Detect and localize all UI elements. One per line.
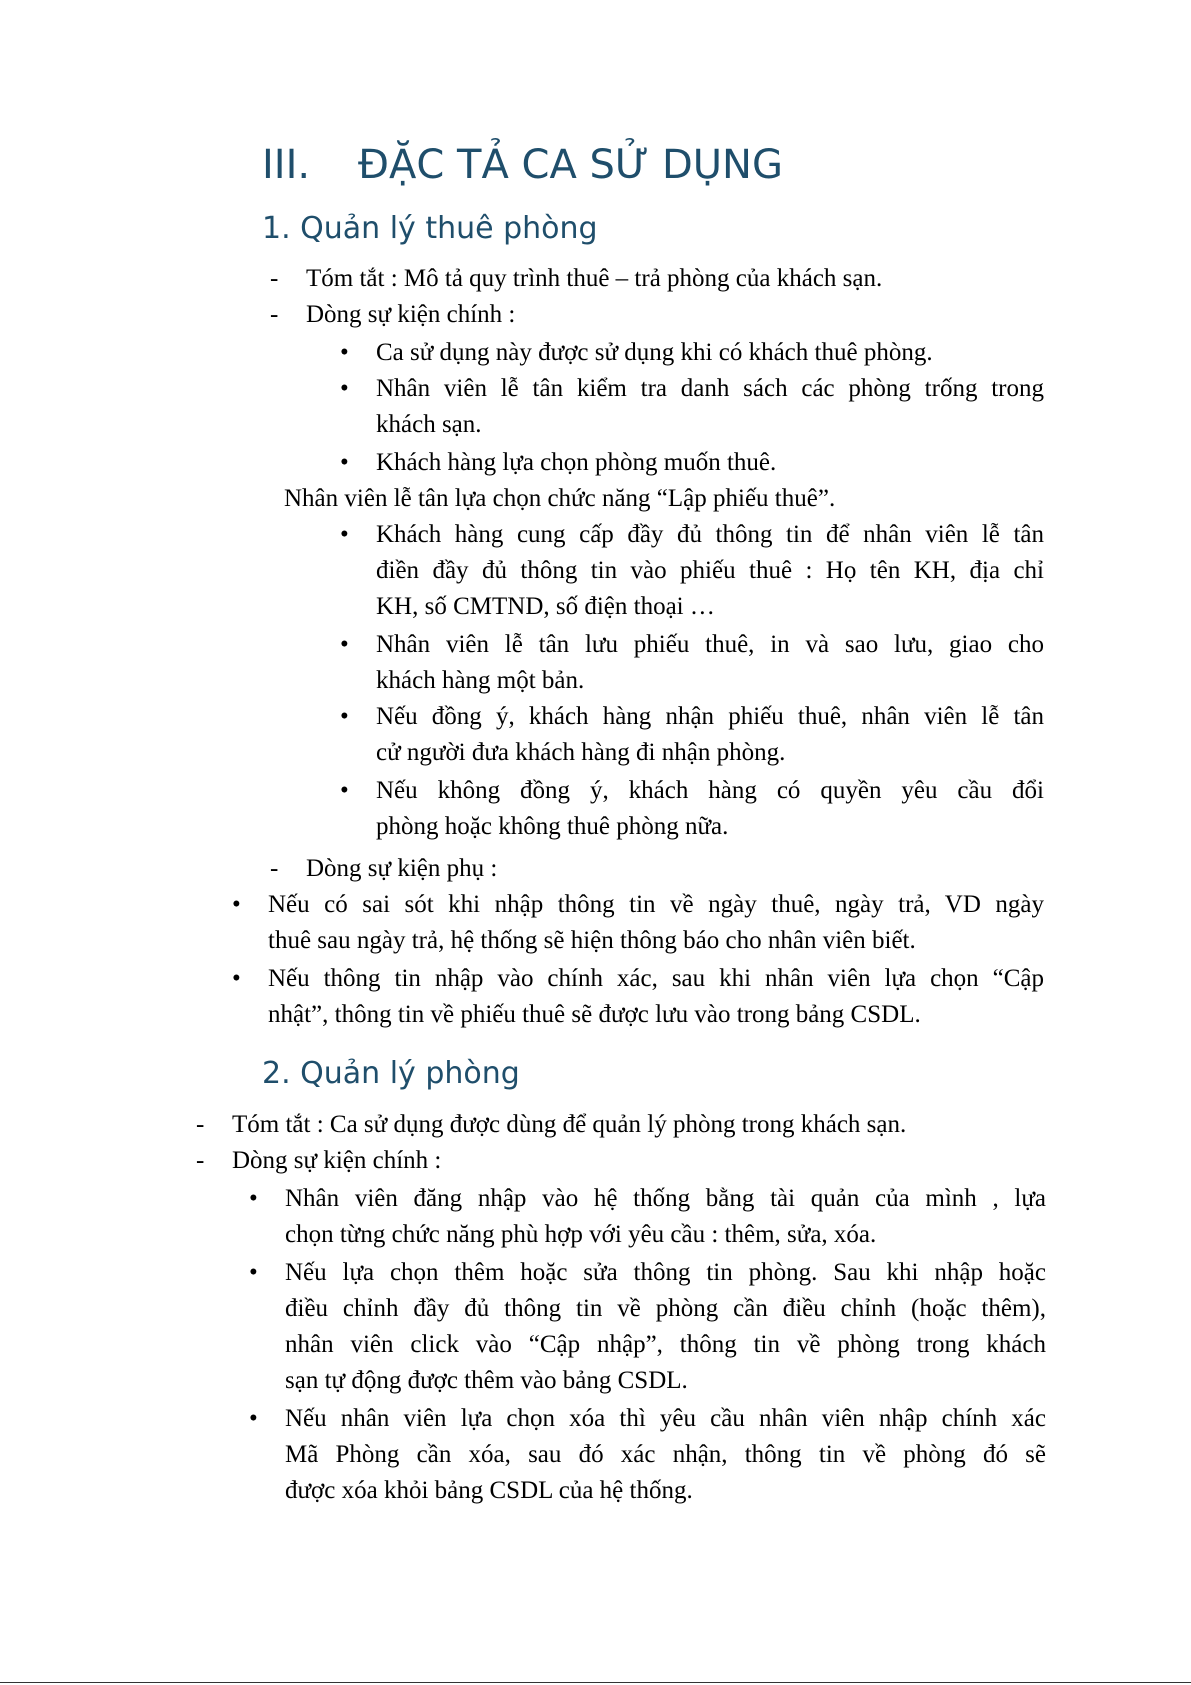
summary-text: Tóm tắt : Ca sử dụng được dùng để quản lý phòng trong khách sạn. xyxy=(232,1111,907,1138)
list-item-text: điền đầy đủ thông tin vào phiếu thuê : Họ tên KH, địa chỉ xyxy=(376,557,1044,584)
bullet-marker: • xyxy=(340,521,349,548)
bullet-marker: • xyxy=(340,703,349,730)
list-item-continuation: thuê sau ngày trả, hệ thống sẽ hiện thông báo cho nhân viên biết. xyxy=(268,927,916,954)
list-item-text: Khách hàng cung cấp đầy đủ thông tin để nhân viên lễ tân xyxy=(376,521,1044,548)
list-item-text: Nếu lựa chọn thêm hoặc sửa thông tin phòng. Sau khi nhập hoặc xyxy=(285,1259,1046,1286)
main-flow-label: Dòng sự kiện chính : xyxy=(306,301,516,328)
paragraph-line: Nhân viên lễ tân lựa chọn chức năng “Lập phiếu thuê”. xyxy=(284,485,836,512)
list-item-text: Nếu thông tin nhập vào chính xác, sau khi nhân viên lựa chọn “Cập xyxy=(268,965,1044,992)
list-item-continuation: cử người đưa khách hàng đi nhận phòng. xyxy=(376,739,786,766)
list-item-continuation: chọn từng chức năng phù hợp với yêu cầu : thêm, sửa, xóa. xyxy=(285,1221,877,1248)
list-item-text: Ca sử dụng này được sử dụng khi có khách thuê phòng. xyxy=(376,339,933,366)
list-item-continuation: khách hàng một bản. xyxy=(376,667,585,694)
part2-heading: 2. Quản lý phòng xyxy=(262,1056,520,1091)
list-item-text: Nếu nhân viên lựa chọn xóa thì yêu cầu nhân viên nhập chính xác xyxy=(285,1405,1046,1432)
main-flow-label: Dòng sự kiện chính : xyxy=(232,1147,442,1174)
list-item-text: điều chỉnh đầy đủ thông tin về phòng cần điều chỉnh (hoặc thêm), xyxy=(285,1295,1046,1322)
bullet-marker: • xyxy=(340,631,349,658)
section-number: III. xyxy=(262,142,311,188)
list-item-text: Nhân viên lễ tân lưu phiếu thuê, in và sao lưu, giao cho xyxy=(376,631,1044,658)
list-item-continuation: sạn tự động được thêm vào bảng CSDL. xyxy=(285,1367,688,1394)
bullet-marker: • xyxy=(340,375,349,402)
list-item-text: Nhân viên đăng nhập vào hệ thống bằng tài quản của mình , lựa xyxy=(285,1185,1046,1212)
list-item-continuation xyxy=(285,1328,1046,1362)
page-bottom-rule xyxy=(0,1682,1191,1683)
list-item-continuation xyxy=(285,1292,1046,1326)
bullet-marker: • xyxy=(340,777,349,804)
list-item-continuation: KH, số CMTND, số điện thoại … xyxy=(376,593,715,620)
list-item-text: Nếu có sai sót khi nhập thông tin về ngày thuê, ngày trả, VD ngày xyxy=(268,891,1044,918)
dash-marker: - xyxy=(196,1147,205,1174)
bullet-marker: • xyxy=(249,1259,258,1286)
list-item-text: Nếu đồng ý, khách hàng nhận phiếu thuê, nhân viên lễ tân xyxy=(376,703,1044,730)
list-item-text: nhân viên click vào “Cập nhập”, thông tin về phòng trong khách xyxy=(285,1331,1046,1358)
list-item-continuation xyxy=(376,554,1044,588)
list-item-continuation: được xóa khỏi bảng CSDL của hệ thống. xyxy=(285,1477,693,1504)
bullet-marker: • xyxy=(249,1405,258,1432)
dash-marker: - xyxy=(196,1111,205,1138)
list-item-continuation xyxy=(285,1438,1046,1472)
list-item-continuation: khách sạn. xyxy=(376,411,482,438)
dash-marker: - xyxy=(270,301,279,328)
list-item-text: Mã Phòng cần xóa, sau đó xác nhận, thông tin về phòng đó sẽ xyxy=(285,1441,1046,1468)
bullet-marker: • xyxy=(340,449,349,476)
list-item-text: Khách hàng lựa chọn phòng muốn thuê. xyxy=(376,449,777,476)
bullet-marker: • xyxy=(232,891,241,918)
sub-flow-label: Dòng sự kiện phụ : xyxy=(306,855,498,882)
section-title: ĐẶC TẢ CA SỬ DỤNG xyxy=(358,142,783,188)
section-heading xyxy=(262,141,783,189)
list-item-continuation: nhật”, thông tin về phiếu thuê sẽ được lưu vào trong bảng CSDL. xyxy=(268,1001,921,1028)
list-item-text: Nhân viên lễ tân kiểm tra danh sách các phòng trống trong xyxy=(376,375,1044,402)
bullet-marker: • xyxy=(340,339,349,366)
list-item-text: Nếu không đồng ý, khách hàng có quyền yêu cầu đổi xyxy=(376,777,1044,804)
list-item-continuation: phòng hoặc không thuê phòng nữa. xyxy=(376,813,729,840)
part1-heading: 1. Quản lý thuê phòng xyxy=(262,211,598,246)
dash-marker: - xyxy=(270,855,279,882)
bullet-marker: • xyxy=(232,965,241,992)
bullet-marker: • xyxy=(249,1185,258,1212)
summary-text: Tóm tắt : Mô tả quy trình thuê – trả phòng của khách sạn. xyxy=(306,265,883,292)
dash-marker: - xyxy=(270,265,279,292)
